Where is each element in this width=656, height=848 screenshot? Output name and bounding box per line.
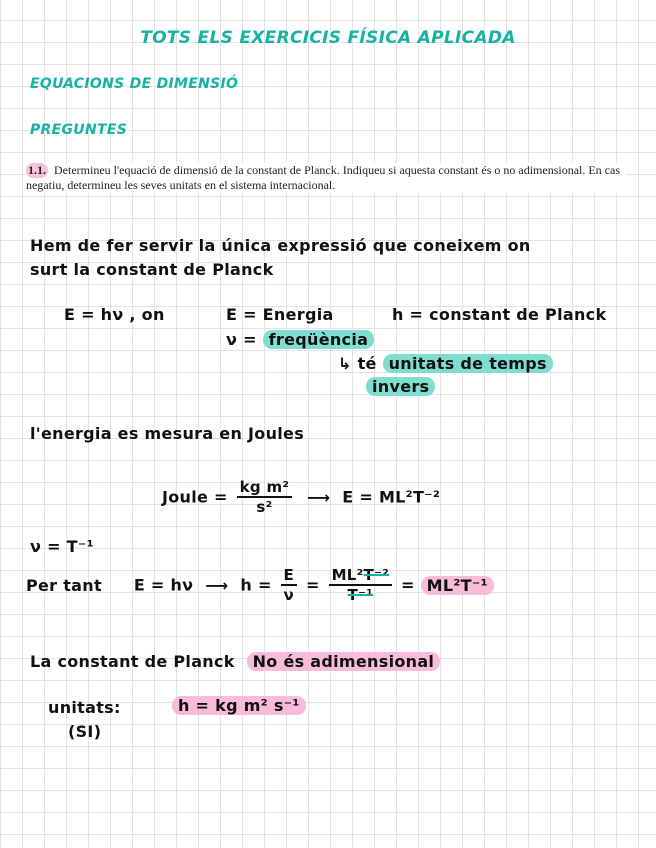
conclusion-text: La constant de Planck bbox=[30, 652, 235, 671]
intro-line-1: Hem de fer servir la única expressió que coneixem on bbox=[30, 236, 531, 255]
units-note-highlight-2: invers bbox=[366, 377, 435, 396]
frequency-highlight: freqüència bbox=[263, 330, 375, 349]
conclusion-highlight: No és adimensional bbox=[247, 652, 441, 671]
joule-equation bbox=[162, 478, 440, 516]
dimension-numerator-ml2: ML² bbox=[331, 566, 364, 584]
section-heading: EQUACIONS DE DIMENSIÓ bbox=[30, 76, 239, 92]
energy-definition: E = Energia bbox=[226, 305, 334, 324]
joule-arrow: ⟶ bbox=[307, 487, 331, 507]
conclusion-line bbox=[30, 652, 440, 671]
joule-lhs: Joule = bbox=[162, 487, 228, 507]
units-result-highlight: h = kg m² s⁻¹ bbox=[172, 696, 306, 715]
joule-fraction bbox=[237, 478, 293, 516]
units-note-arrow: ↳ té bbox=[338, 354, 377, 373]
units-result bbox=[172, 696, 306, 715]
units-note-line-2 bbox=[366, 377, 435, 396]
units-label: unitats: bbox=[48, 698, 121, 717]
planck-dimension-result: ML²T⁻¹ bbox=[421, 576, 494, 595]
units-note-highlight-1: unitats de temps bbox=[383, 354, 553, 373]
e-over-nu-fraction bbox=[281, 566, 298, 604]
e-over-nu-numerator: E bbox=[281, 566, 298, 586]
energy-units-line: l'energia es mesura en Joules bbox=[30, 424, 305, 443]
nu-symbol: ν = bbox=[226, 330, 257, 349]
frequency-dimension: ν = T⁻¹ bbox=[30, 537, 94, 556]
dimension-denominator-cancelled: T⁻¹ bbox=[347, 586, 374, 604]
page-title: TOTS ELS EXERCICIS FÍSICA APLICADA bbox=[140, 28, 516, 48]
derivation-line bbox=[26, 566, 494, 604]
subsection-heading: PREGUNTES bbox=[30, 122, 128, 138]
question-number: 1.1. bbox=[28, 163, 46, 177]
units-si-label: (SI) bbox=[68, 722, 102, 741]
dimension-numerator-cancelled: T⁻² bbox=[363, 566, 390, 584]
derivation-start: E = hν bbox=[133, 575, 194, 595]
joule-numerator: kg m² bbox=[237, 478, 293, 498]
energy-dimension: E = ML²T⁻² bbox=[342, 487, 441, 507]
dimension-numerator bbox=[329, 566, 393, 586]
h-definition: h = constant de Planck bbox=[392, 305, 607, 324]
intro-line-2: surt la constant de Planck bbox=[30, 260, 274, 279]
e-over-nu-denominator: ν bbox=[283, 586, 295, 604]
derivation-h: h = bbox=[240, 575, 272, 595]
derivation-equals-2: = bbox=[401, 575, 415, 595]
units-note bbox=[338, 354, 553, 373]
joule-denominator: s² bbox=[256, 498, 273, 516]
question-text: Determineu l'equació de dimensió de la constant de Planck. Indiqueu si aquesta constant és o no adimensional. En cas negatiu, determineu les seves unitats en el sistema internacional. bbox=[26, 163, 621, 192]
derivation-arrow: ⟶ bbox=[205, 575, 229, 595]
derivation-equals: = bbox=[305, 575, 320, 595]
frequency-definition bbox=[226, 330, 374, 349]
planck-formula: E = hν , on bbox=[64, 305, 165, 324]
question-block bbox=[26, 163, 626, 193]
per-tant-label: Per tant bbox=[26, 575, 102, 595]
dimension-fraction bbox=[329, 566, 393, 604]
